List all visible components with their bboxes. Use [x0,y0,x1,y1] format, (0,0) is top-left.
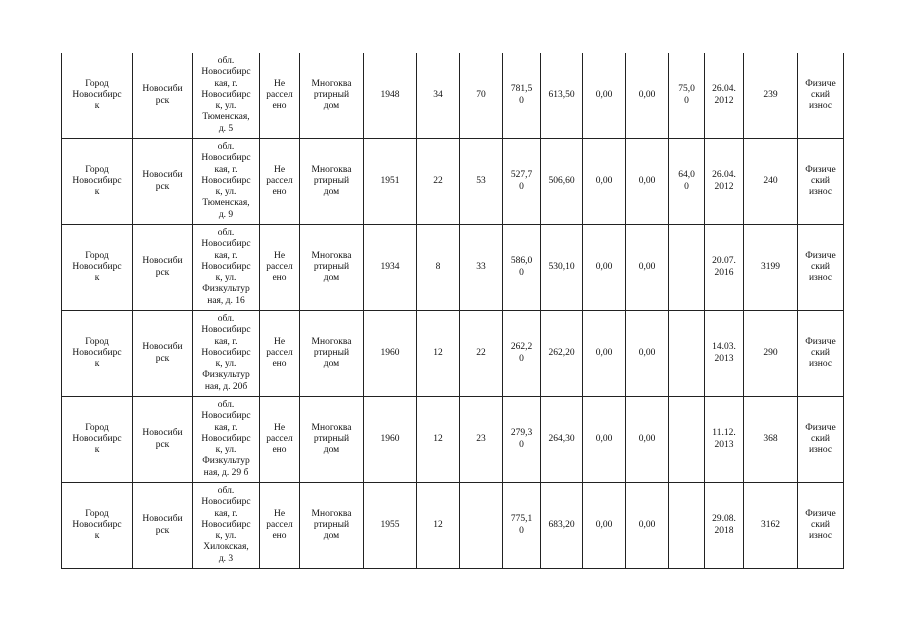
cell-text: 0,00 [595,347,613,358]
cell-text: Не рассел ено [266,164,293,198]
cell-text: Физиче ский износ [805,336,836,370]
municipality-cell [62,53,133,139]
table-row [62,139,844,225]
cell-text: Город Новосибирс к [72,78,122,112]
cell-text: 506,60 [548,175,575,186]
cell-text: 14.03. 2013 [712,342,736,364]
apartments-count-cell [460,483,503,569]
cell-text: 279,3 0 [510,428,533,450]
cell-text: 0,00 [595,89,613,100]
cell-text: обл. Новосибирс кая, г. Новосибирс к, ул. Физкультур ная, д. 16 [201,227,251,306]
building-type-cell [300,397,364,483]
cell-text: 240 [763,175,778,186]
cell-text: Физиче ский износ [805,508,836,542]
district-cell [133,53,193,139]
cell-text: 262,2 0 [510,342,533,364]
resettlement-status-cell [260,139,300,225]
total-area-cell [503,397,541,483]
decision-number-cell [744,483,798,569]
area-b-cell [626,311,669,397]
cell-text: 781,5 0 [510,84,533,106]
cell-text: 264,30 [548,433,575,444]
cell-text: 527,7 0 [510,170,533,192]
housing-register-table [61,53,844,569]
address-cell [193,483,260,569]
cell-text: Новосиби рск [142,256,183,278]
address-cell [193,225,260,311]
cell-text: Физиче ский износ [805,422,836,456]
resettlement-status-cell [260,397,300,483]
year-built-cell [364,139,417,225]
cell-text: 775,1 0 [510,514,533,536]
cell-text: 0,00 [638,433,656,444]
area-c-cell [669,311,705,397]
decision-date-cell [705,311,744,397]
decision-number-cell [744,311,798,397]
table-row [62,397,844,483]
cell-text: Город Новосибирс к [72,422,122,456]
cell-text: Новосиби рск [142,84,183,106]
year-built-cell [364,311,417,397]
cell-text: 530,10 [548,261,575,272]
area-b-cell [626,483,669,569]
cell-text: Не рассел ено [266,336,293,370]
cell-text: 64,0 0 [678,170,695,192]
apartments-count-cell [460,225,503,311]
decision-date-cell [705,397,744,483]
cell-text: Физиче ский износ [805,250,836,284]
resettlement-status-cell [260,53,300,139]
decision-number-cell [744,139,798,225]
municipality-cell [62,139,133,225]
municipality-cell [62,483,133,569]
decision-date-cell [705,139,744,225]
resettlement-status-cell [260,483,300,569]
decision-date-cell [705,483,744,569]
cell-text: 262,20 [548,347,575,358]
district-cell [133,225,193,311]
cell-text: 1948 [380,89,400,100]
address-cell [193,311,260,397]
cell-text: 33 [476,261,486,272]
cell-text: 20.07. 2016 [712,256,736,278]
living-area-cell [541,225,583,311]
cell-text: Новосиби рск [142,428,183,450]
area-b-cell [626,225,669,311]
cell-text: обл. Новосибирс кая, г. Новосибирс к, ул. Физкультур ная, д. 29 б [201,399,251,478]
cell-text: Город Новосибирс к [72,336,122,370]
total-area-cell [503,53,541,139]
area-a-cell [583,311,626,397]
cell-text: 1951 [380,175,400,186]
building-type-cell [300,483,364,569]
cell-text: 0,00 [638,89,656,100]
decision-number-cell [744,53,798,139]
apartments-count-cell [460,311,503,397]
cell-text: 26.04. 2012 [712,170,736,192]
apartments-count-cell [460,397,503,483]
cell-text: 22 [433,175,443,186]
cell-text: Город Новосибирс к [72,164,122,198]
cell-text: Новосиби рск [142,170,183,192]
living-area-cell [541,53,583,139]
living-area-cell [541,483,583,569]
cell-text: обл. Новосибирс кая, г. Новосибирс к, ул. Хилокская, д. 3 [201,485,251,564]
cell-text: 29.08. 2018 [712,514,736,536]
area-a-cell [583,397,626,483]
cell-text: 23 [476,433,486,444]
area-b-cell [626,53,669,139]
decision-date-cell [705,225,744,311]
residents-count-cell [417,225,460,311]
year-built-cell [364,225,417,311]
living-area-cell [541,397,583,483]
cell-text: обл. Новосибирс кая, г. Новосибирс к, ул. Физкультур ная, д. 20б [201,313,251,392]
cell-text: Физиче ский износ [805,164,836,198]
address-cell [193,53,260,139]
cell-text: Новосиби рск [142,342,183,364]
area-b-cell [626,139,669,225]
reason-cell [798,483,844,569]
cell-text: 683,20 [548,519,575,530]
apartments-count-cell [460,139,503,225]
cell-text: 290 [763,347,778,358]
cell-text: 0,00 [595,433,613,444]
cell-text: Не рассел ено [266,422,293,456]
cell-text: обл. Новосибирс кая, г. Новосибирс к, ул. Тюменская, д. 9 [201,141,251,220]
cell-text: Не рассел ено [266,508,293,542]
cell-text: 368 [763,433,778,444]
year-built-cell [364,53,417,139]
table-row [62,53,844,139]
decision-number-cell [744,397,798,483]
cell-text: 12 [433,347,443,358]
municipality-cell [62,311,133,397]
area-b-cell [626,397,669,483]
building-type-cell [300,139,364,225]
cell-text: 239 [763,89,778,100]
address-cell [193,139,260,225]
table-row [62,225,844,311]
total-area-cell [503,225,541,311]
residents-count-cell [417,483,460,569]
resettlement-status-cell [260,311,300,397]
total-area-cell [503,311,541,397]
cell-text: 0,00 [638,347,656,358]
cell-text: обл. Новосибирс кая, г. Новосибирс к, ул. Тюменская, д. 5 [201,55,251,134]
district-cell [133,483,193,569]
cell-text: 22 [476,347,486,358]
cell-text: Многоква ртирный дом [311,336,352,370]
residents-count-cell [417,53,460,139]
area-c-cell [669,483,705,569]
year-built-cell [364,397,417,483]
cell-text: 1960 [380,433,400,444]
cell-text: Город Новосибирс к [72,508,122,542]
reason-cell [798,225,844,311]
cell-text: Многоква ртирный дом [311,422,352,456]
cell-text: 0,00 [638,261,656,272]
decision-number-cell [744,225,798,311]
cell-text: Многоква ртирный дом [311,78,352,112]
cell-text: Физиче ский износ [805,78,836,112]
residents-count-cell [417,139,460,225]
area-a-cell [583,53,626,139]
district-cell [133,311,193,397]
municipality-cell [62,225,133,311]
cell-text: 70 [476,89,486,100]
cell-text: 0,00 [638,519,656,530]
year-built-cell [364,483,417,569]
cell-text: 11.12. 2013 [712,428,736,450]
residents-count-cell [417,311,460,397]
municipality-cell [62,397,133,483]
table-body [62,53,844,569]
cell-text: 12 [433,519,443,530]
cell-text: Не рассел ено [266,250,293,284]
area-a-cell [583,139,626,225]
area-a-cell [583,225,626,311]
cell-text: Не рассел ено [266,78,293,112]
building-type-cell [300,53,364,139]
cell-text: 1960 [380,347,400,358]
district-cell [133,139,193,225]
cell-text: 0,00 [638,175,656,186]
cell-text: Многоква ртирный дом [311,508,352,542]
area-c-cell [669,225,705,311]
district-cell [133,397,193,483]
apartments-count-cell [460,53,503,139]
residents-count-cell [417,397,460,483]
cell-text: 586,0 0 [510,256,533,278]
cell-text: 0,00 [595,175,613,186]
cell-text: 26.04. 2012 [712,84,736,106]
decision-date-cell [705,53,744,139]
cell-text: Город Новосибирс к [72,250,122,284]
total-area-cell [503,139,541,225]
cell-text: 53 [476,175,486,186]
living-area-cell [541,311,583,397]
cell-text: 0,00 [595,261,613,272]
reason-cell [798,139,844,225]
reason-cell [798,397,844,483]
area-c-cell [669,53,705,139]
cell-text: 8 [435,261,441,272]
building-type-cell [300,311,364,397]
cell-text: Новосиби рск [142,514,183,536]
cell-text: 613,50 [548,89,575,100]
living-area-cell [541,139,583,225]
cell-text: 34 [433,89,443,100]
area-a-cell [583,483,626,569]
table-row [62,311,844,397]
cell-text: Многоква ртирный дом [311,250,352,284]
cell-text: 0,00 [595,519,613,530]
cell-text: 1955 [380,519,400,530]
resettlement-status-cell [260,225,300,311]
cell-text: 75,0 0 [678,84,695,106]
reason-cell [798,53,844,139]
area-c-cell [669,139,705,225]
reason-cell [798,311,844,397]
cell-text: 1934 [380,261,400,272]
cell-text: Многоква ртирный дом [311,164,352,198]
total-area-cell [503,483,541,569]
cell-text: 12 [433,433,443,444]
cell-text: 3199 [761,261,780,272]
area-c-cell [669,397,705,483]
cell-text: 3162 [761,519,780,530]
address-cell [193,397,260,483]
table-row [62,483,844,569]
building-type-cell [300,225,364,311]
